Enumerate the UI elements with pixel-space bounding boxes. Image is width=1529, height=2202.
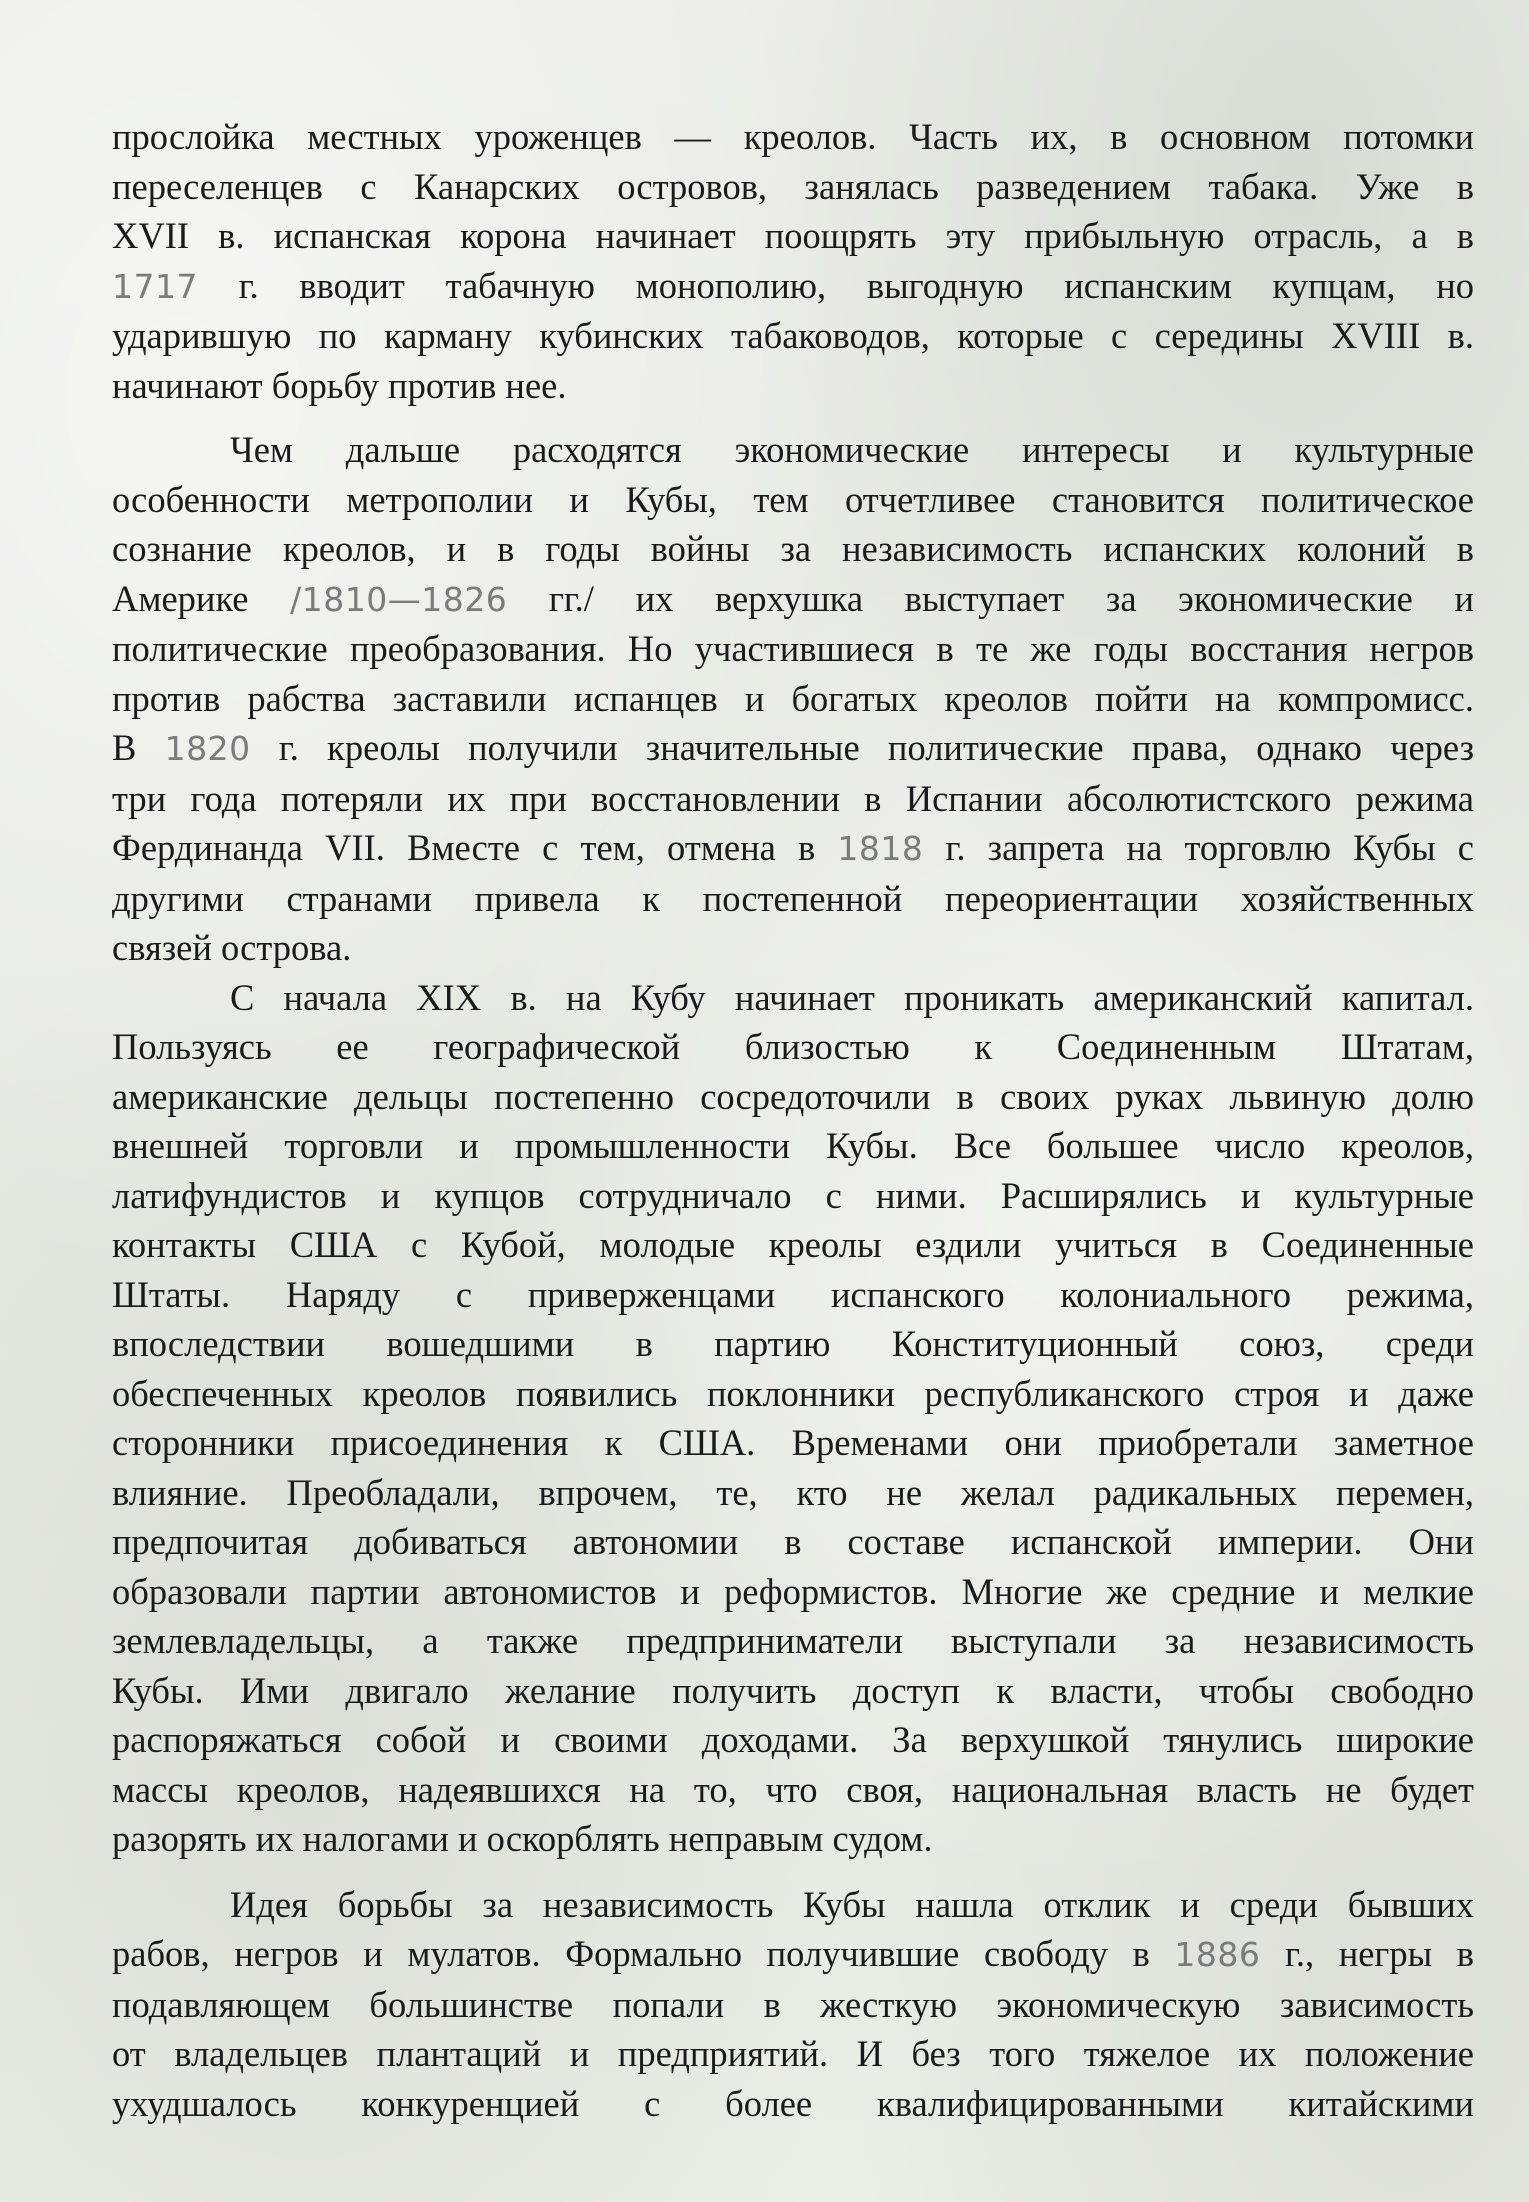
text-run: особенности метрополии и Кубы, тем отчетливее становится политическое — [112, 478, 1474, 520]
text-run: г. запрета на торговлю Кубы с — [923, 827, 1474, 868]
text-run: подавляющем большинстве попали в жесткую экономическую зависимость — [112, 1983, 1474, 2025]
text-line — [112, 723, 1474, 774]
text-line — [112, 973, 1474, 1023]
text-run: американские дельцы постепенно сосредоточили в своих руках львиную долю — [112, 1075, 1474, 1117]
text-run: влияние. Преобладали, впрочем, те, кто не желал радикальных перемен, — [112, 1471, 1474, 1513]
text-line — [112, 624, 1474, 674]
text-line — [112, 1319, 1474, 1369]
text-run: массы креолов, надеявшихся на то, что своя, национальная власть не будет — [112, 1768, 1474, 1810]
text-run: латифундистов и купцов сотрудничало с ними. Расширялись и культурные — [112, 1174, 1474, 1216]
text-run: сознание креолов, и в годы войны за независимость испанских колоний в — [112, 528, 1474, 569]
text-run: рабов, негров и мулатов. Формально получившие свободу в — [112, 1933, 1175, 1974]
text-run: от владельцев плантаций и предприятий. И без того тяжелое их положение — [112, 2033, 1474, 2074]
text-run: Америке — [112, 577, 291, 619]
text-line — [112, 162, 1474, 212]
text-run: С начала XIX в. на Кубу начинает проникать американский капитал. — [230, 976, 1474, 1018]
text-line — [112, 574, 1474, 625]
year-number: /1810—1826 — [290, 579, 508, 619]
paragraph-1 — [112, 112, 1474, 410]
text-line — [112, 211, 1474, 261]
text-line — [112, 1765, 1474, 1815]
text-line — [112, 1270, 1474, 1320]
text-run: обеспеченных креолов появились поклонники республиканского строя и даже — [112, 1372, 1474, 1414]
text-run: Фердинанда VII. Вместе с тем, отмена в — [112, 827, 838, 868]
text-line — [112, 1022, 1474, 1072]
text-line — [112, 823, 1474, 874]
text-run: образовали партии автономистов и реформистов. Многие же средние и мелкие — [112, 1570, 1474, 1612]
text-run: Идея борьбы за независимость Кубы нашла отклик и среди бывших — [230, 1883, 1474, 1925]
text-run: г. креолы получили значительные политические права, однако через — [250, 727, 1474, 768]
text-line — [112, 923, 1474, 973]
text-line — [112, 1880, 1474, 1930]
text-line — [112, 874, 1474, 924]
text-run: связей острова. — [112, 927, 352, 968]
text-run: ухудшалось конкуренцией с более квалифицированными китайскими — [112, 2082, 1474, 2124]
text-run: разорять их налогами и оскорблять неправым судом. — [112, 1818, 933, 1859]
text-line — [112, 774, 1474, 824]
text-line — [112, 261, 1474, 312]
text-run: против рабства заставили испанцев и богатых креолов пойти на компромисс. — [112, 677, 1474, 719]
text-run: прослойка местных уроженцев — креолов. Часть их, в основном потомки — [112, 116, 1474, 157]
paragraph-2 — [112, 425, 1474, 973]
text-run: Кубы. Ими двигало желание получить доступ к власти, чтобы свободно — [112, 1669, 1474, 1711]
text-line — [112, 1814, 1474, 1864]
text-run: впоследствии вошедшими в партию Конституционный союз, среди — [112, 1323, 1474, 1364]
year-number: 1820 — [164, 729, 251, 768]
text-run: политические преобразования. Но участившиеся в те же годы восстания негров — [112, 628, 1474, 669]
text-line — [112, 1418, 1474, 1468]
text-run: переселенцев с Канарских островов, занялась разведением табака. Уже в — [112, 165, 1474, 207]
text-run: контакты США с Кубой, молодые креолы ездили учиться в Соединенные — [112, 1224, 1474, 1265]
document-page — [112, 112, 1474, 2128]
text-line — [112, 2029, 1474, 2079]
text-line — [112, 1929, 1474, 1980]
text-run: Пользуясь ее географической близостью к Соединенным Штатам, — [112, 1026, 1474, 1067]
text-run: начинают борьбу против нее. — [112, 364, 567, 406]
text-line — [112, 524, 1474, 574]
text-run: гг./ их верхушка выступает за экономические и — [507, 577, 1474, 619]
text-run: сторонники присоединения к США. Временами они приобретали заметное — [112, 1422, 1474, 1463]
text-line — [112, 112, 1474, 162]
text-run: другими странами привела к постепенной переориентации хозяйственных — [112, 877, 1474, 919]
text-line — [112, 1220, 1474, 1270]
text-line — [112, 1369, 1474, 1419]
text-run: предпочитая добиваться автономии в составе испанской империи. Они — [112, 1521, 1474, 1562]
text-run: распоряжаться собой и своими доходами. За верхушкой тянулись широкие — [112, 1719, 1474, 1760]
text-run: внешней торговли и промышленности Кубы. Все большее число креолов, — [112, 1125, 1474, 1166]
text-line — [112, 1666, 1474, 1716]
text-line — [112, 475, 1474, 525]
year-number: 1717 — [112, 266, 198, 306]
paragraph-4 — [112, 1880, 1474, 2129]
text-line — [112, 1517, 1474, 1567]
text-line — [112, 425, 1474, 475]
text-line — [112, 1980, 1474, 2030]
text-run: Чем дальше расходятся экономические интересы и культурные — [230, 429, 1474, 470]
text-line — [112, 1121, 1474, 1171]
text-run: г. вводит табачную монополию, выгодную испанским купцам, но — [197, 264, 1474, 306]
text-line — [112, 1171, 1474, 1221]
paragraph-3 — [112, 973, 1474, 1864]
text-run: В — [112, 727, 165, 768]
text-run: Штаты. Наряду с приверженцами испанского колониального режима, — [112, 1273, 1474, 1315]
text-run: ударившую по карману кубинских табаководов, которые с середины XVIII в. — [112, 315, 1474, 356]
text-line — [112, 674, 1474, 724]
text-line — [112, 1715, 1474, 1765]
text-line — [112, 1567, 1474, 1617]
text-line — [112, 2079, 1474, 2129]
text-line — [112, 361, 1474, 411]
text-run: землевладельцы, а также предприниматели выступали за независимость — [112, 1620, 1474, 1661]
year-number: 1818 — [837, 829, 924, 868]
text-run: три года потеряли их при восстановлении в Испании абсолютистского режима — [112, 777, 1474, 819]
text-run: XVII в. испанская корона начинает поощрять эту прибыльную отрасль, а в — [112, 215, 1474, 256]
year-number: 1886 — [1174, 1935, 1261, 1974]
text-run: г., негры в — [1260, 1933, 1474, 1974]
text-line — [112, 1468, 1474, 1518]
text-line — [112, 1072, 1474, 1122]
text-line — [112, 311, 1474, 361]
text-line — [112, 1616, 1474, 1666]
